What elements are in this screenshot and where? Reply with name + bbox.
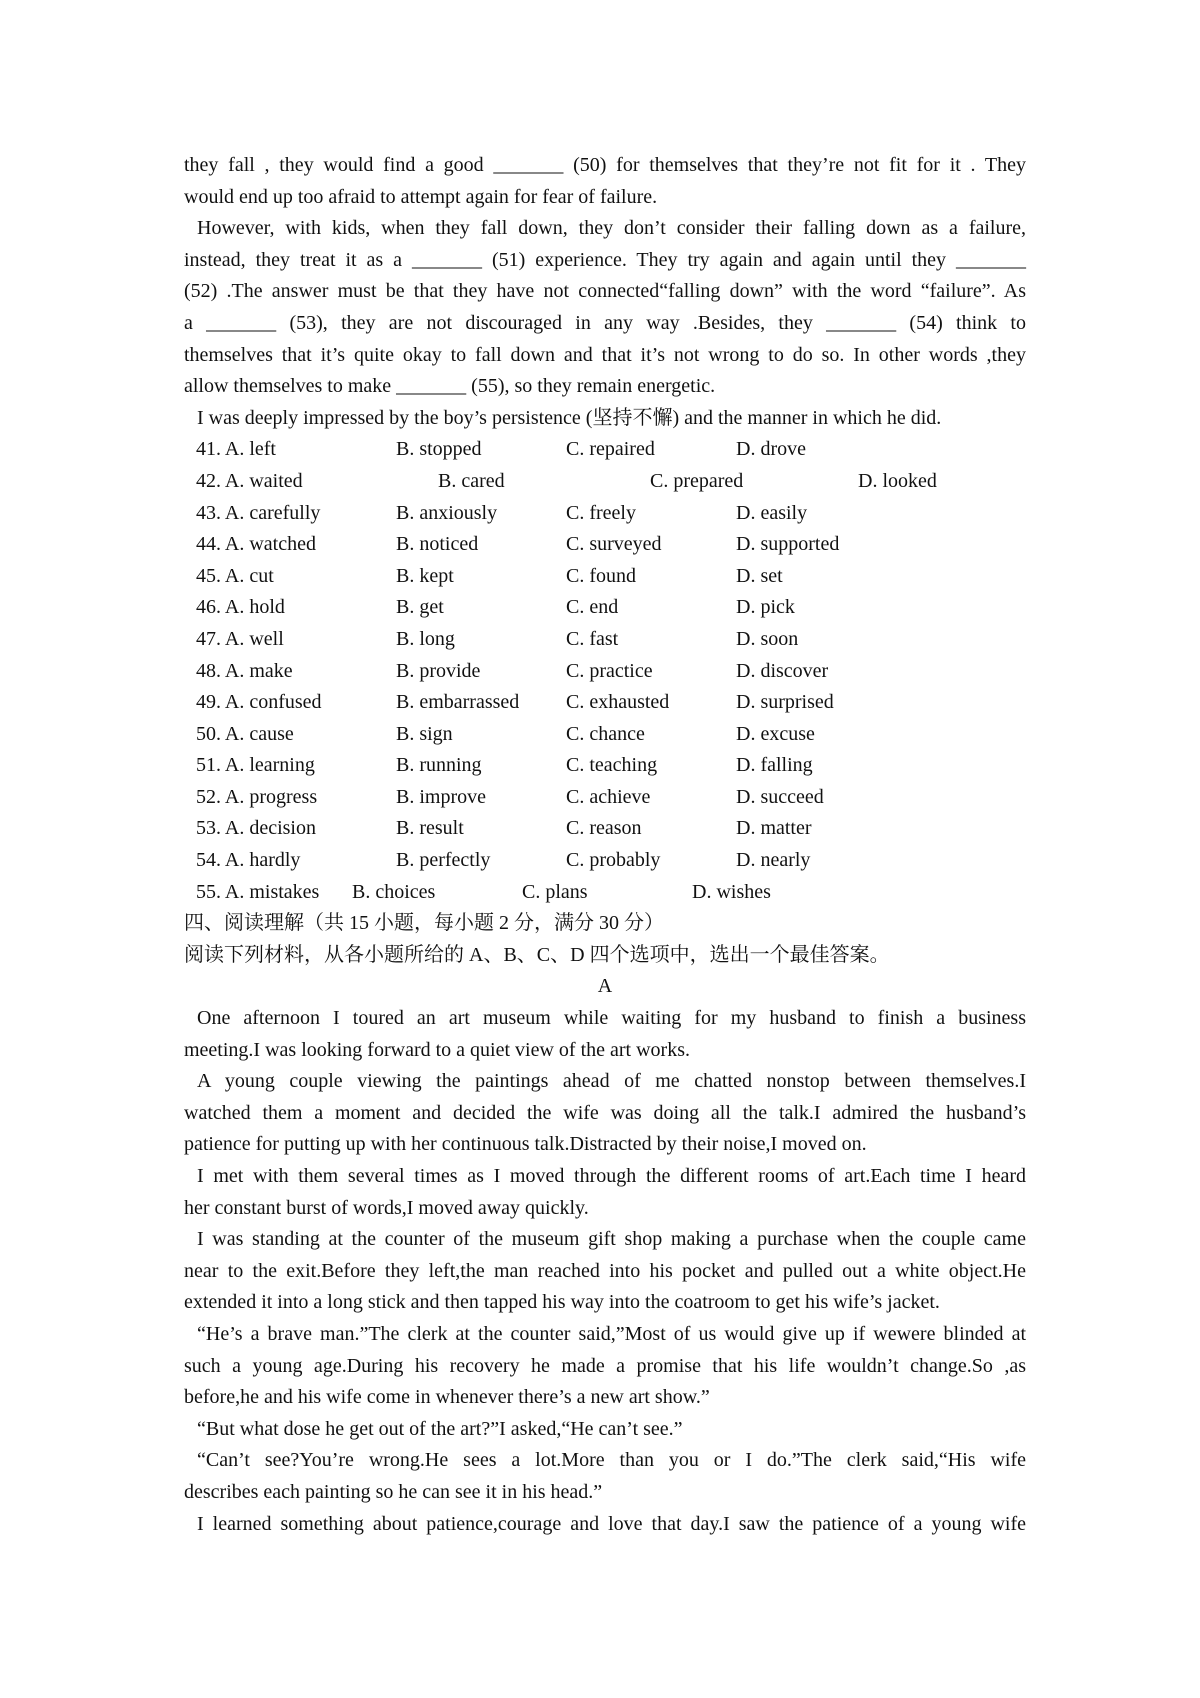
- option-d: D. supported: [736, 533, 840, 556]
- option-d: D. easily: [736, 501, 808, 524]
- passage-line: A young couple viewing the paintings ahead of me chatted nonstop between themselves.I: [197, 1070, 1026, 1093]
- option-b: B. kept: [396, 564, 454, 587]
- option-b: B. cared: [438, 469, 505, 492]
- option-row-44: [196, 529, 1026, 561]
- document-page: [184, 150, 1026, 1540]
- option-b: B. perfectly: [396, 849, 491, 872]
- section-instruction: 阅读下列材料，从各小题所给的 A、B、C、D 四个选项中，选出一个最佳答案。: [184, 943, 890, 966]
- option-c: C. chance: [566, 722, 645, 745]
- option-c: C. practice: [566, 659, 653, 682]
- passage-line: themselves that it’s quite okay to fall down and that it’s not wrong to do so. In other words ,they: [184, 343, 1026, 366]
- option-a: 53. A. decision: [196, 817, 316, 840]
- option-d: D. looked: [858, 469, 937, 492]
- option-row-41: [196, 434, 1026, 466]
- option-row-43: [196, 498, 1026, 530]
- passage-line: near to the exit.Before they left,the man reached into his pocket and pulled out a white object.He: [184, 1259, 1026, 1282]
- options-list: [196, 434, 1026, 908]
- option-row-54: [196, 845, 1026, 877]
- passage-line: allow themselves to make _______ (55), so they remain energetic.: [184, 375, 716, 398]
- option-row-45: [196, 561, 1026, 593]
- passage-line: extended it into a long stick and then tapped his way into the coatroom to get his wife’s jacket.: [184, 1291, 940, 1314]
- passage-line: they fall , they would find a good _______ (50) for themselves that they’re not fit for it . They: [184, 154, 1026, 176]
- option-c: C. fast: [566, 627, 619, 650]
- passage-line: However, with kids, when they fall down, they don’t consider their falling down as a failure,: [197, 217, 1026, 240]
- option-c: C. found: [566, 564, 636, 587]
- passage-line: “He’s a brave man.”The clerk at the counter said,”Most of us would give up if wewere blinded at: [197, 1322, 1026, 1345]
- option-c: C. repaired: [566, 438, 655, 461]
- passage-line: before,he and his wife come in whenever there’s a new art show.”: [184, 1386, 710, 1409]
- option-b: B. stopped: [396, 438, 482, 461]
- passage-line: (52) .The answer must be that they have not connected“falling down” with the word “failure”. As: [184, 280, 1026, 303]
- passage-line: One afternoon I toured an art museum while waiting for my husband to finish a business: [197, 1007, 1026, 1030]
- option-d: D. nearly: [736, 849, 811, 872]
- passage-line: her constant burst of words,I moved away quickly.: [184, 1196, 589, 1219]
- option-d: D. discover: [736, 659, 829, 682]
- option-b: B. running: [396, 754, 482, 777]
- option-row-49: [196, 687, 1026, 719]
- option-row-47: [196, 624, 1026, 656]
- option-b: B. sign: [396, 722, 453, 745]
- option-a: 55. A. mistakes: [196, 880, 320, 903]
- option-b: B. choices: [352, 880, 436, 903]
- option-b: B. noticed: [396, 533, 479, 556]
- passage-line: I learned something about patience,courage and love that day.I saw the patience of a young wife: [197, 1512, 1026, 1535]
- option-d: D. set: [736, 564, 783, 587]
- option-c: C. reason: [566, 817, 642, 840]
- option-row-55: [196, 877, 1026, 909]
- option-d: D. drove: [736, 438, 806, 461]
- option-c: C. end: [566, 596, 619, 619]
- option-b: B. improve: [396, 785, 486, 808]
- option-row-52: [196, 782, 1026, 814]
- option-c: C. plans: [522, 880, 588, 903]
- option-c: C. achieve: [566, 785, 651, 808]
- option-row-48: [196, 656, 1026, 688]
- option-c: C. surveyed: [566, 533, 662, 556]
- option-row-53: [196, 813, 1026, 845]
- option-a: 54. A. hardly: [196, 849, 301, 872]
- option-d: D. excuse: [736, 722, 815, 745]
- option-c: C. exhausted: [566, 691, 670, 714]
- option-c: C. probably: [566, 849, 661, 872]
- passage-label: A: [597, 975, 613, 998]
- option-row-42: [196, 466, 1026, 498]
- option-b: B. anxiously: [396, 501, 498, 524]
- option-b: B. long: [396, 627, 455, 650]
- option-a: 47. A. well: [196, 627, 284, 650]
- option-b: B. get: [396, 596, 444, 619]
- passage-line: watched them a moment and decided the wife was doing all the talk.I admired the husband’s: [184, 1101, 1026, 1124]
- option-d: D. wishes: [692, 880, 771, 903]
- option-d: D. succeed: [736, 785, 824, 808]
- passage-line: such a young age.During his recovery he made a promise that his life wouldn’t change.So ,as: [184, 1354, 1026, 1377]
- option-a: 45. A. cut: [196, 564, 274, 587]
- passage-line: I met with them several times as I moved through the different rooms of art.Each time I heard: [197, 1165, 1026, 1187]
- option-a: 46. A. hold: [196, 596, 285, 619]
- option-a: 48. A. make: [196, 659, 293, 682]
- option-c: C. prepared: [650, 469, 744, 492]
- passage-line: “But what dose he get out of the art?”I asked,“He can’t see.”: [197, 1417, 683, 1440]
- passage-line: “Can’t see?You’re wrong.He sees a lot.More than you or I do.”The clerk said,“His wife: [197, 1449, 1026, 1472]
- option-a: 41. A. left: [196, 438, 276, 461]
- passage-line: I was standing at the counter of the museum gift shop making a purchase when the couple came: [197, 1228, 1026, 1251]
- option-a: 42. A. waited: [196, 469, 303, 492]
- option-d: D. falling: [736, 754, 813, 777]
- option-a: 50. A. cause: [196, 722, 294, 745]
- option-a: 49. A. confused: [196, 691, 322, 714]
- option-d: D. matter: [736, 817, 812, 840]
- passage-line: describes each painting so he can see it in his head.”: [184, 1480, 603, 1503]
- option-b: B. result: [396, 817, 464, 840]
- passage-line: a _______ (53), they are not discouraged in any way .Besides, they _______ (54) think to: [184, 311, 1026, 334]
- option-d: D. surprised: [736, 691, 834, 714]
- option-d: D. soon: [736, 627, 799, 650]
- option-a: 44. A. watched: [196, 533, 316, 556]
- option-row-51: [196, 750, 1026, 782]
- passage-line: meeting.I was looking forward to a quiet view of the art works.: [184, 1038, 690, 1061]
- section-heading: 四、阅读理解（共 15 小题，每小题 2 分，满分 30 分）: [184, 912, 664, 935]
- passage-line: patience for putting up with her continuous talk.Distracted by their noise,I moved on.: [184, 1133, 867, 1156]
- option-c: C. teaching: [566, 754, 658, 777]
- option-b: B. embarrassed: [396, 691, 520, 714]
- passage-line: instead, they treat it as a _______ (51) experience. They try again and again until they _______: [184, 248, 1026, 271]
- option-row-50: [196, 719, 1026, 751]
- option-c: C. freely: [566, 501, 636, 524]
- option-a: 43. A. carefully: [196, 501, 321, 524]
- passage-line: would end up too afraid to attempt again for fear of failure.: [184, 185, 658, 208]
- option-a: 52. A. progress: [196, 785, 318, 808]
- option-row-46: [196, 592, 1026, 624]
- option-b: B. provide: [396, 659, 481, 682]
- option-a: 51. A. learning: [196, 754, 315, 777]
- option-d: D. pick: [736, 596, 795, 619]
- passage-line: I was deeply impressed by the boy’s persistence (坚持不懈) and the manner in which he did.: [197, 406, 942, 429]
